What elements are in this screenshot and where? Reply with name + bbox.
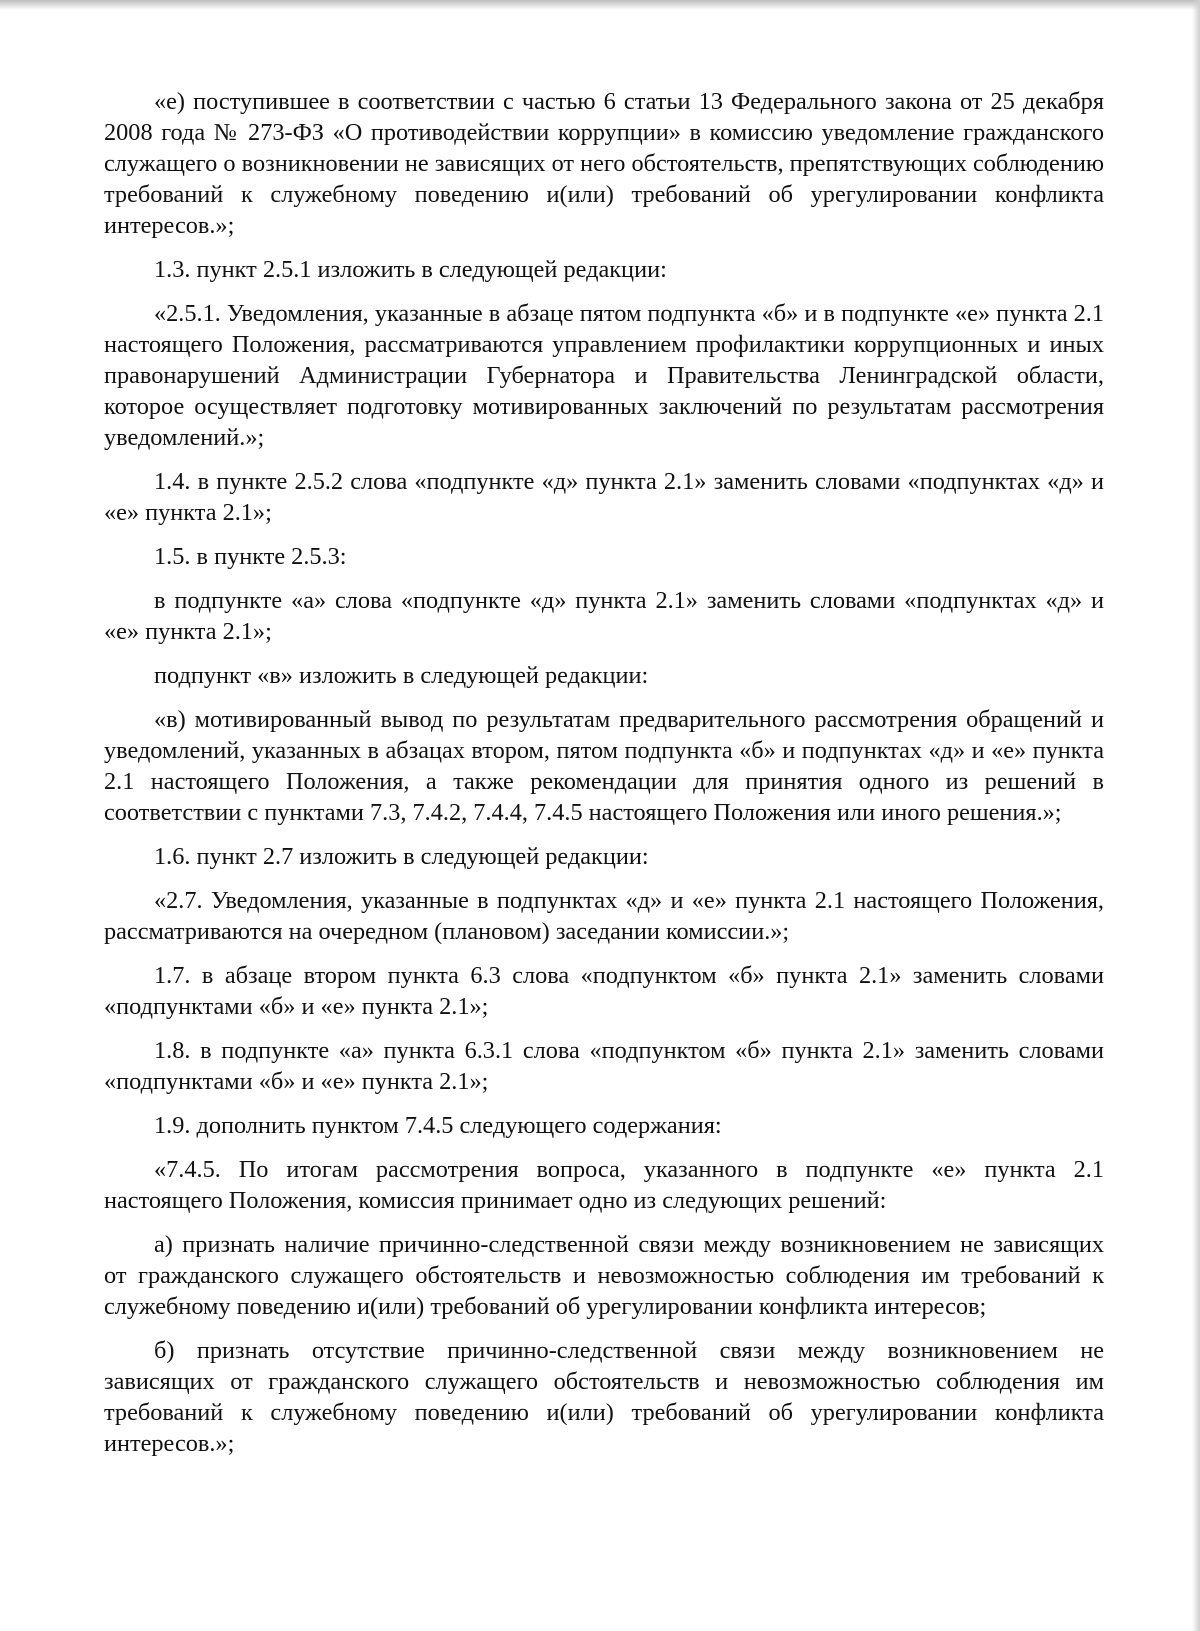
paragraph-item-1-6: 1.6. пункт 2.7 изложить в следующей редакции:	[154, 843, 649, 870]
document-body	[104, 86, 1104, 1472]
paragraph-subitem-v-intro: подпункт «в» изложить в следующей редакции:	[154, 662, 649, 689]
paragraph-item-7-4-5: «7.4.5. По итогам рассмотрения вопроса, указанного в подпункте «е» пункта 2.1 настоящего Положения, комиссия принимает одно из следующих решений:	[104, 1156, 1104, 1214]
paragraph-item-1-3: 1.3. пункт 2.5.1 изложить в следующей редакции:	[154, 256, 667, 283]
paragraph-item-1-7: 1.7. в абзаце втором пункта 6.3 слова «подпунктом «б» пункта 2.1» заменить словами «подпунктами «б» и «е» пункта 2.1»;	[104, 962, 1104, 1020]
paragraph-subitem-v-text: «в) мотивированный вывод по результатам предварительного рассмотрения обращений и уведомлений, указанных в абзацах втором, пятом подпункта «б» и подпунктах «д» и «е» пункта 2.1 настоящего Положения, а также рекомендации для принятия одного из решений в соответствии с пунктами 7.3, 7.4.2, 7.4.4, 7.4.5 настоящего Положения или иного решения.»;	[104, 706, 1104, 826]
paragraph-item-2-7: «2.7. Уведомления, указанные в подпунктах «д» и «е» пункта 2.1 настоящего Положения, рассматриваются на очередном (плановом) заседании комиссии.»;	[104, 887, 1104, 945]
scan-edge-right	[1192, 0, 1200, 1631]
paragraph-item-1-4: 1.4. в пункте 2.5.2 слова «подпункте «д» пункта 2.1» заменить словами «подпунктах «д» и «е» пункта 2.1»;	[104, 468, 1104, 526]
paragraph-subitem-a-replace: в подпункте «а» слова «подпункте «д» пункта 2.1» заменить словами «подпунктах «д» и «е» пункта 2.1»;	[104, 587, 1104, 645]
paragraph-decision-b: б) признать отсутствие причинно-следственной связи между возникновением не зависящих от гражданского служащего обстоятельств и невозможностью соблюдения им требований к служебному поведению и(или) требований об урегулировании конфликта интересов.»;	[104, 1337, 1104, 1457]
scan-edge-top	[0, 0, 1200, 10]
paragraph-item-1-8: 1.8. в подпункте «а» пункта 6.3.1 слова «подпунктом «б» пункта 2.1» заменить словами «подпунктами «б» и «е» пункта 2.1»;	[104, 1037, 1104, 1095]
paragraph-subitem-e: «е) поступившее в соответствии с частью 6 статьи 13 Федерального закона от 25 декабря 2008 года № 273-ФЗ «О противодействии коррупции» в комиссию уведомление гражданского служащего о возникновении не зависящих от него обстоятельств, препятствующих соблюдению требований к служебному поведению и(или) требований об урегулировании конфликта интересов.»;	[104, 88, 1104, 239]
paragraph-item-2-5-1: «2.5.1. Уведомления, указанные в абзаце пятом подпункта «б» и в подпункте «е» пункта 2.1 настоящего Положения, рассматриваются управлением профилактики коррупционных и иных правонарушений Администрации Губернатора и Правительства Ленинградской области, которое осуществляет подготовку мотивированных заключений по результатам рассмотрения уведомлений.»;	[104, 300, 1104, 451]
paragraph-item-1-9: 1.9. дополнить пунктом 7.4.5 следующего содержания:	[154, 1112, 722, 1139]
paragraph-decision-a: а) признать наличие причинно-следственной связи между возникновением не зависящих от гражданского служащего обстоятельств и невозможностью соблюдения им требований к служебному поведению и(или) требований об урегулировании конфликта интересов;	[104, 1231, 1104, 1320]
paragraph-item-1-5: 1.5. в пункте 2.5.3:	[154, 543, 347, 570]
